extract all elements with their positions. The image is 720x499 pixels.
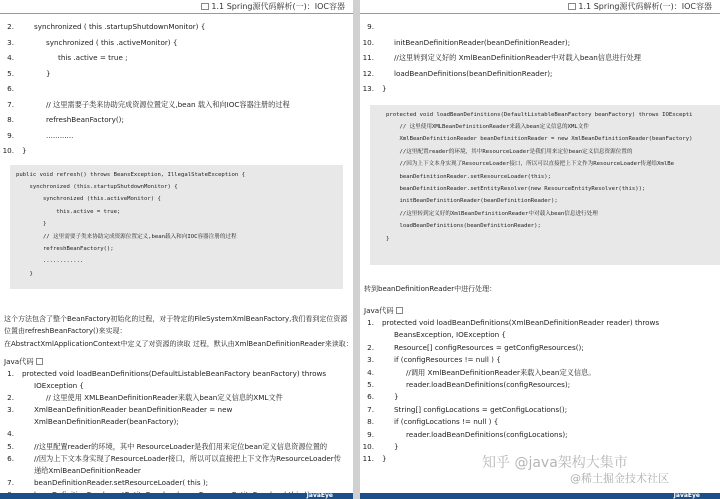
line-text: Resource[] configResources = getConfigResources(); — [394, 342, 584, 352]
code-line — [0, 416, 353, 428]
line-number: 4. — [367, 367, 374, 377]
left-java-list — [0, 368, 353, 499]
line-text: protected void loadBeanDefinitions(DefaultListableBeanFactory beanFactory) throws — [22, 369, 327, 378]
code-block-line: } — [16, 270, 33, 277]
line-text: String[] configLocations = getConfigLocations(); — [394, 404, 568, 414]
line-number — [0, 465, 22, 477]
line-number: 2. — [367, 342, 374, 352]
line-text: } — [394, 442, 399, 452]
left-footer-bar — [0, 493, 353, 499]
line-number: 4. — [7, 53, 14, 62]
code-line — [0, 112, 353, 128]
right-code-block — [370, 105, 720, 265]
line-text: 递给XmlBeanDefinitionReader — [34, 465, 141, 475]
code-block-line: beanDefinitionReader.setEntityResolver(new ResourceEntityResolver(this)); — [386, 185, 646, 192]
line-text: BeansException, IOException { — [394, 330, 507, 340]
left-paragraph — [0, 313, 353, 351]
line-text: initBeanDefinitionReader(beanDefinitionReader); — [394, 37, 571, 47]
code-line — [0, 143, 353, 159]
right-page-header — [360, 0, 720, 14]
line-number: 1. — [7, 369, 14, 378]
code-block-line: // 这里需要子类来协助完成资源位置定义,bean载入和向IOC容器注册的过程 — [16, 233, 237, 240]
code-line — [360, 379, 720, 391]
paragraph-line: 在AbstractXmlApplicationContext中定义了对资源的读取 过程，默认由XmlBeanDefinitionReader来读取： — [4, 339, 353, 348]
line-number: 7. — [7, 99, 14, 109]
code-line — [0, 404, 353, 416]
code-block-line: synchronized (this.startupShutdownMonitor) { — [16, 183, 178, 190]
java-code-label — [360, 305, 720, 317]
right-page — [360, 0, 720, 499]
code-block-line: //这里转到定义好的XmlBeanDefinitionReader中对载入bean信息进行处理 — [386, 210, 598, 217]
line-number: 3. — [7, 405, 14, 415]
line-text: //这里配置reader的环境，其中 ResourceLoader是我们用来定位bean定义信息资源位置的 — [34, 441, 328, 451]
line-text: //这里转到定义好的 XmlBeanDefinitionReader中对载入bean信息进行处理 — [394, 53, 641, 62]
code-block-line: beanDefinitionReader.setResourceLoader(this); — [386, 173, 552, 180]
edit-icon — [396, 307, 403, 314]
code-block-line: // 这里使用XMLBeanDefinitionReader来载入bean定义信息的XML文件 — [386, 123, 589, 130]
line-text: synchronized ( this .startupShutdownMonitor) { — [34, 22, 206, 31]
paragraph-line: 位置由refreshBeanFactory()来实现： — [4, 327, 127, 335]
line-text: beanDefinitionReader.setResourceLoader( this ); — [34, 477, 209, 487]
paragraph-line: 这个方法包含了整个BeanFactory初始化的过程，对于特定的FileSystemXmlBeanFactory,我们看到定位资源 — [4, 314, 348, 323]
line-number: 13. — [362, 84, 374, 93]
line-number: 11. — [362, 53, 374, 62]
code-line — [360, 429, 720, 441]
line-number: 9. — [367, 22, 374, 31]
right-paragraph-text: 转到beanDefinitionReader中进行处理： — [364, 284, 497, 293]
line-number: 7. — [367, 404, 374, 414]
code-line — [360, 416, 720, 428]
code-line — [360, 354, 720, 366]
line-number: 6. — [7, 453, 14, 463]
left-code-block — [10, 165, 343, 289]
code-line — [360, 35, 720, 51]
line-number: 3. — [367, 355, 374, 365]
code-block-line: //因为上下文本身实现了ResourceLoader接口，所以可以直接把上下文作为ResourceLoader传递给XmlBe — [386, 161, 674, 168]
line-text: XmlBeanDefinitionReader(beanFactory); — [34, 417, 179, 427]
code-line — [0, 380, 353, 392]
left-top-code-list — [0, 19, 353, 159]
code-line — [360, 317, 720, 329]
right-footer-bar — [360, 493, 720, 499]
zhihu-watermark: 知乎 @java架构大集市 — [482, 455, 628, 471]
line-text: if (configLocations != null ) { — [394, 417, 499, 427]
left-page — [0, 0, 353, 499]
line-text: protected void loadBeanDefinitions(XmlBeanDefinitionReader reader) throws — [382, 318, 660, 327]
line-text: synchronized ( this .activeMonitor) { — [46, 37, 178, 47]
code-block-line: protected void loadBeanDefinitions(DefaultListableBeanFactory beanFactory) throws IOExcepti — [386, 111, 693, 118]
header-title: 1.1 Spring源代码解析(一)：IOC容器 — [211, 2, 345, 11]
code-block-line: this.active = true; — [16, 208, 121, 215]
code-line — [0, 477, 353, 489]
line-text: if (configResources != null ) { — [394, 355, 501, 365]
code-line — [360, 342, 720, 354]
code-line — [360, 404, 720, 416]
code-line — [0, 453, 353, 465]
line-number: 5. — [7, 441, 14, 451]
code-line — [0, 35, 353, 51]
right-paragraph — [360, 283, 720, 296]
book-icon — [568, 3, 576, 10]
edit-icon — [36, 358, 43, 365]
line-text: loadBeanDefinitions(beanDefinitionReader); — [394, 68, 553, 78]
line-text: IOException { — [34, 381, 85, 391]
code-line — [0, 19, 353, 35]
line-number: 7. — [7, 477, 14, 487]
code-line — [360, 329, 720, 341]
line-number: 9. — [367, 429, 374, 439]
line-number: 10. — [362, 37, 374, 47]
line-text: } — [22, 146, 27, 155]
code-block-line: ............ — [16, 258, 84, 265]
line-number: 6. — [7, 84, 14, 93]
line-text: } — [382, 454, 387, 464]
line-text: //调用 XmlBeanDefinitionReader来载入bean定义信息。 — [406, 367, 596, 377]
line-text: //因为上下文本身实现了ResourceLoader接口，所以可以直接把上下文作为ResourceLoader传 — [34, 453, 341, 463]
footer-logo: JavaEye — [306, 492, 333, 499]
code-line — [0, 97, 353, 113]
code-line — [0, 66, 353, 82]
line-number: 11. — [362, 454, 374, 464]
java-label-text: Java代码 — [364, 306, 394, 315]
code-block-line: public void refresh() throws BeansException, IllegalStateException { — [16, 171, 246, 178]
code-block-line: } — [16, 221, 47, 228]
right-java-list — [360, 317, 720, 466]
code-line — [0, 465, 353, 477]
java-code-label — [0, 356, 353, 368]
code-line — [360, 19, 720, 35]
line-number: 3. — [7, 37, 14, 47]
book-icon — [201, 3, 209, 10]
line-number — [360, 329, 382, 341]
code-line — [360, 50, 720, 66]
juejin-watermark: @稀土掘金技术社区 — [570, 472, 669, 485]
code-line — [360, 66, 720, 82]
code-line — [0, 368, 353, 380]
line-number: 4. — [7, 429, 14, 439]
line-text: } — [394, 392, 399, 402]
header-title: 1.1 Spring源代码解析(一)：IOC容器 — [578, 2, 712, 11]
line-number: 5. — [367, 380, 374, 390]
footer-logo: JavaEye — [673, 492, 700, 499]
line-number: 6. — [367, 392, 374, 402]
line-number: 1. — [367, 318, 374, 327]
line-number — [0, 416, 22, 428]
line-number: 5. — [7, 68, 14, 78]
code-block-line: refreshBeanFactory(); — [16, 245, 114, 252]
code-block-line: XmlBeanDefinitionReader beanDefinitionReader = new XmlBeanDefinitionReader(beanFactory) — [386, 136, 693, 143]
code-block-line: } — [386, 235, 390, 242]
line-text: reader.loadBeanDefinitions(configLocations); — [406, 429, 568, 439]
code-block-line: initBeanDefinitionReader(beanDefinitionReader); — [386, 198, 558, 205]
line-text: } — [382, 84, 387, 93]
code-line — [0, 50, 353, 66]
line-text: this .active = true ; — [58, 53, 128, 62]
line-text: } — [46, 68, 51, 78]
code-block-line: loadBeanDefinitions(beanDefinitionReader); — [386, 223, 541, 230]
line-text: reader.loadBeanDefinitions(configResources); — [406, 380, 571, 390]
right-top-code-list — [360, 19, 720, 97]
code-line — [0, 428, 353, 440]
line-number: 8. — [367, 417, 374, 427]
line-number — [0, 380, 22, 392]
page-gutter — [353, 0, 360, 499]
line-text: ............ — [46, 130, 74, 140]
line-text: // 这里需要子类来协助完成资源位置定义,bean 载入和向IOC容器注册的过程 — [46, 99, 290, 109]
line-text: refreshBeanFactory(); — [46, 115, 124, 124]
code-line — [0, 81, 353, 97]
line-number: 10. — [362, 442, 374, 452]
code-line — [0, 128, 353, 144]
code-line — [0, 441, 353, 453]
line-number: 9. — [7, 130, 14, 140]
code-line — [360, 81, 720, 97]
line-text: // 这里使用 XMLBeanDefinitionReader来载入bean定义信息的XML文件 — [46, 393, 283, 403]
line-number: 2. — [7, 22, 14, 31]
code-block-line: //这里配置reader的环境，其中ResourceLoader是我们用来定位bean定义信息资源位置的 — [386, 148, 633, 155]
code-line — [0, 392, 353, 404]
left-page-header — [0, 0, 353, 14]
code-line — [360, 367, 720, 379]
line-number: 12. — [362, 68, 374, 78]
line-number: 10. — [2, 146, 14, 155]
code-block-line: synchronized (this.activeMonitor) { — [16, 196, 161, 203]
line-text: XmlBeanDefinitionReader beanDefinitionReader = new — [34, 405, 233, 415]
java-label-text: Java代码 — [4, 357, 34, 366]
line-number: 2. — [7, 393, 14, 403]
line-number: 8. — [7, 115, 14, 124]
code-line — [360, 391, 720, 403]
